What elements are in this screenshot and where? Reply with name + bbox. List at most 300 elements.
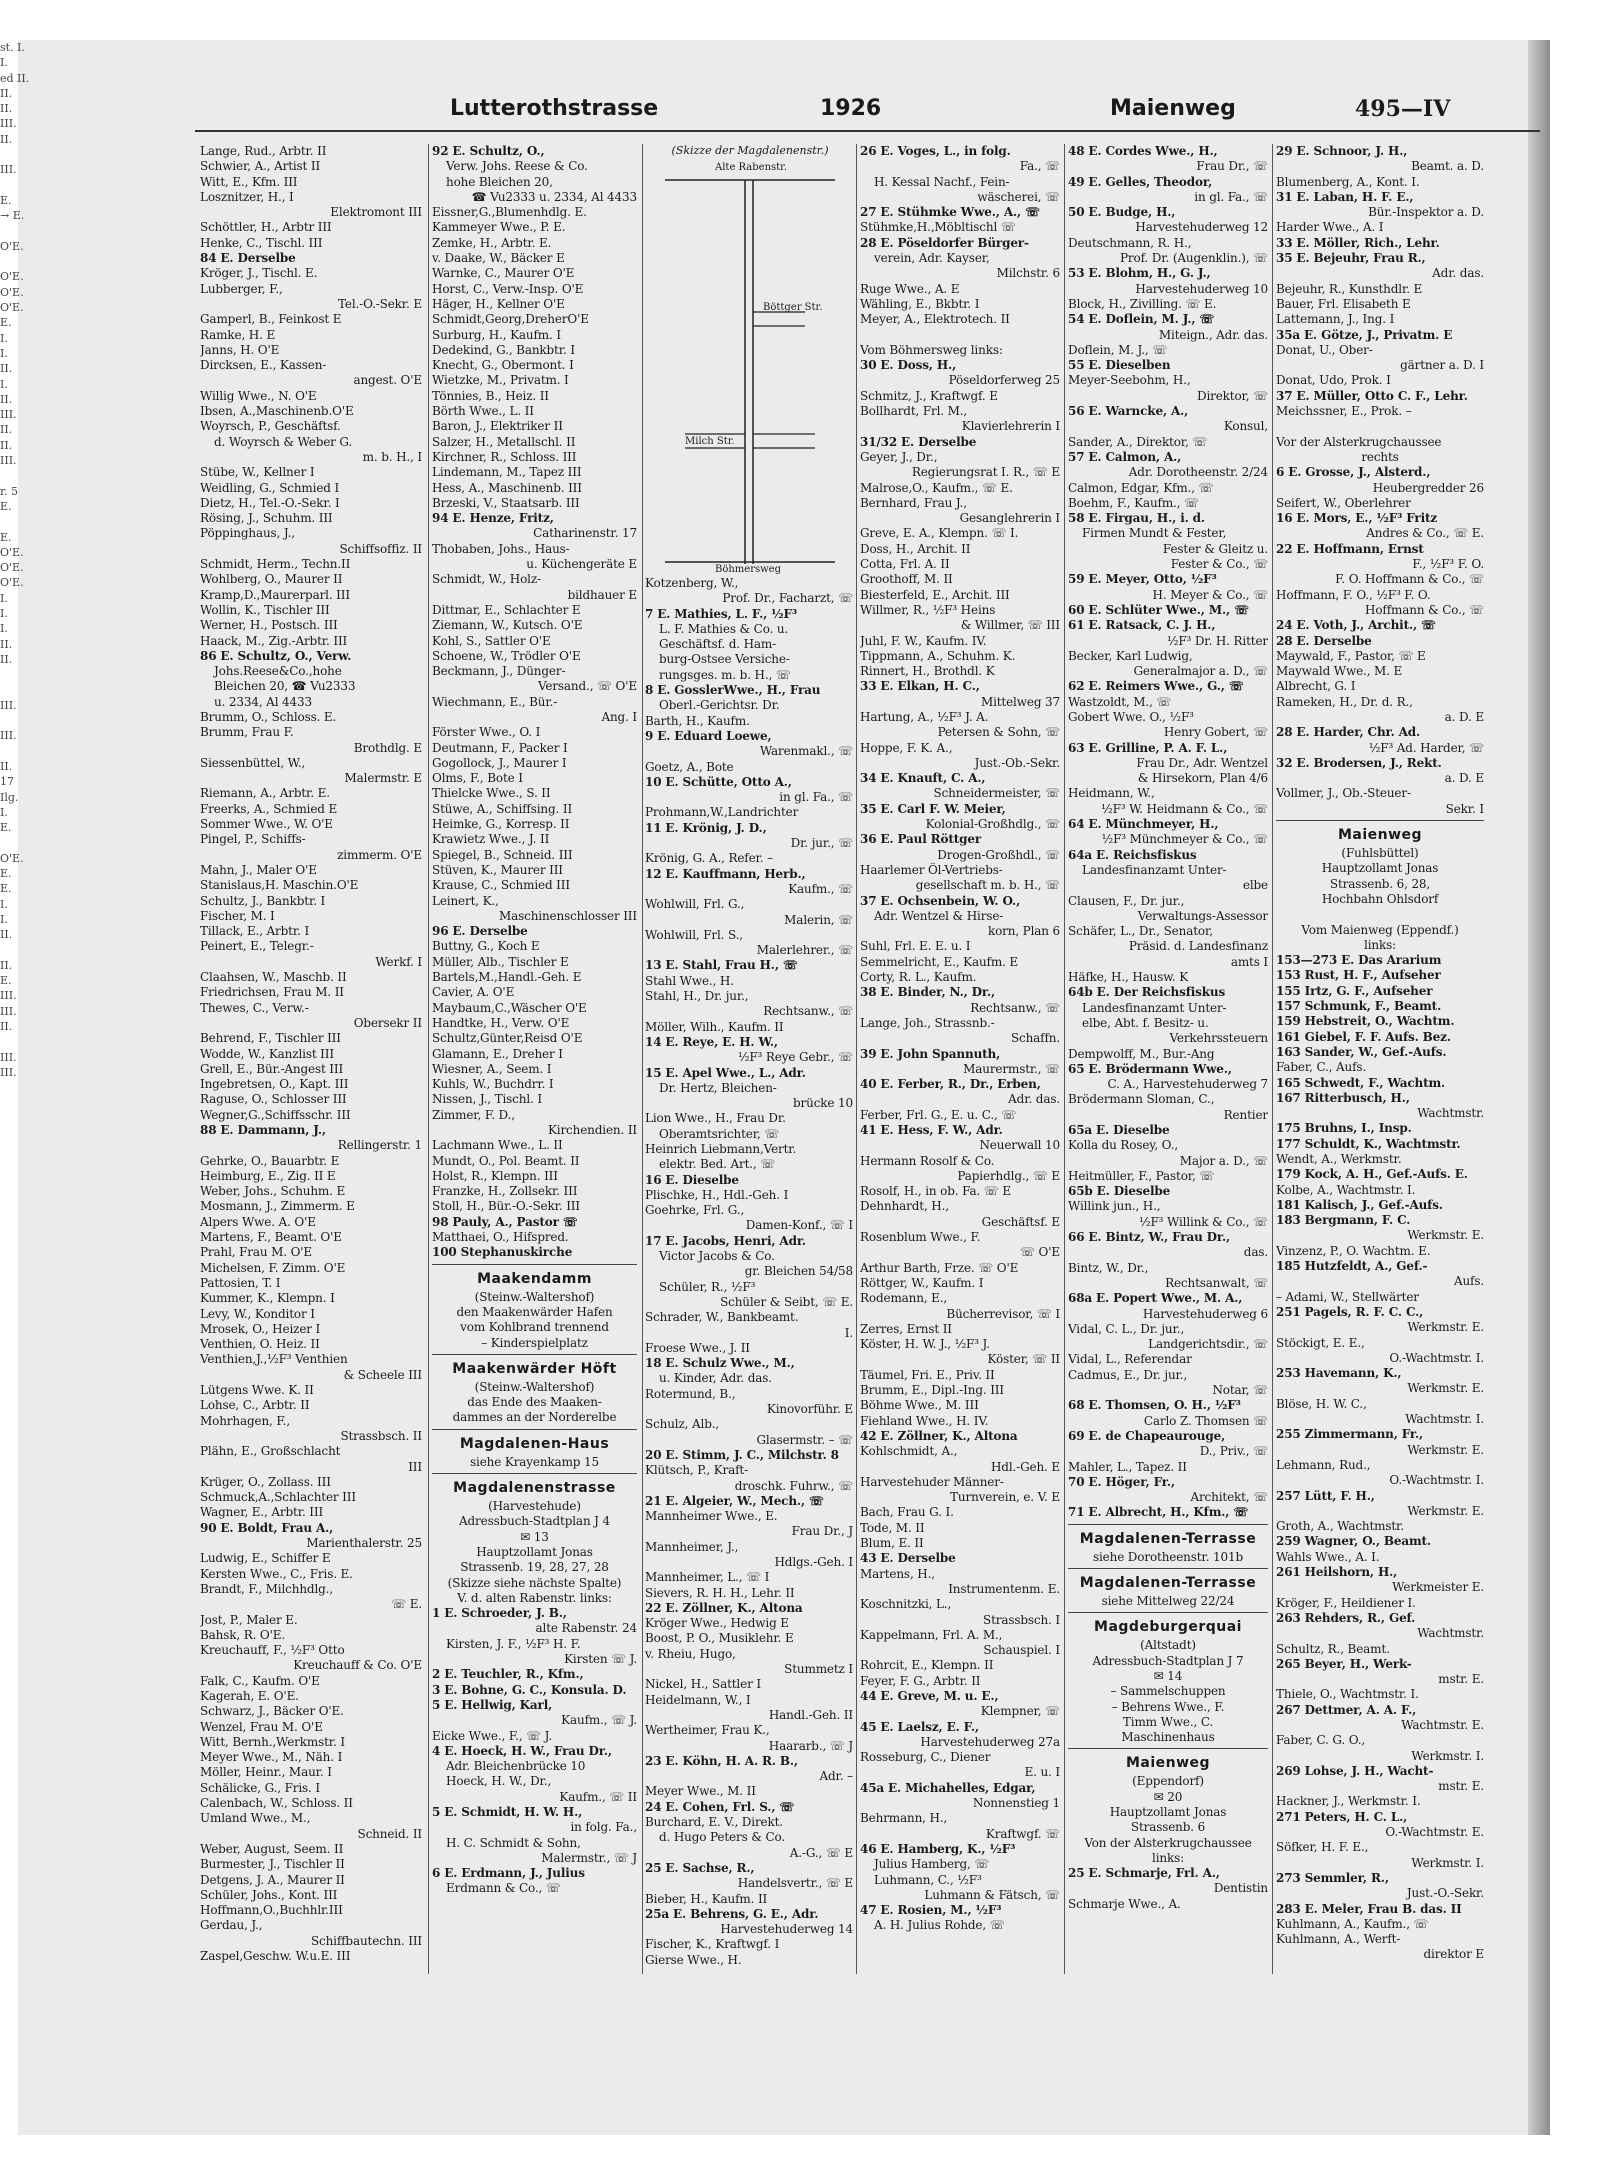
previous-page-fragment — [0, 667, 30, 682]
directory-entry: Wendt, A., Werkmstr. — [1276, 1152, 1402, 1166]
directory-entry: Catharinenstr. 17 — [533, 526, 637, 541]
directory-entry: Mahn, J., Maler O'E — [200, 862, 317, 877]
directory-entry: 94 E. Henze, Fritz, — [432, 511, 554, 526]
directory-entry: 265 Beyer, H., Werk- — [1276, 1656, 1412, 1671]
directory-entry: d. Woyrsch & Weber G. — [214, 434, 353, 449]
directory-entry: Wachtmstr. E. — [1401, 1717, 1484, 1732]
directory-entry: 68a E. Popert Wwe., M. A., — [1068, 1291, 1243, 1306]
directory-entry: Landgerichtsdir., ☏ — [1148, 1337, 1268, 1352]
directory-entry: Sander, A., Direktor, ☏ — [1068, 434, 1208, 449]
directory-entry: Konsul, — [1223, 419, 1268, 434]
directory-entry: Schmarje Wwe., A. — [1068, 1896, 1181, 1911]
directory-entry: Schultz, J., Bankbtr. I — [200, 893, 326, 908]
directory-entry: Wachtmstr. — [1417, 1106, 1484, 1121]
directory-entry: 283 E. Meler, Frau B. das. II — [1276, 1901, 1462, 1916]
directory-entry: Doflein, M. J., ☏ — [1068, 342, 1168, 357]
directory-entry: Willig Wwe., N. O'E — [200, 388, 317, 403]
directory-entry: 5 E. Hellwig, Karl, — [432, 1697, 553, 1712]
directory-entry: Eissner,G.,Blumenhdlg. E. — [432, 205, 587, 220]
directory-entry: Haack, M., Zig.-Arbtr. III — [200, 633, 348, 648]
directory-entry: Gobert Wwe. O., ½F³ — [1068, 709, 1194, 724]
previous-page-fragment: III. — [0, 408, 17, 422]
directory-entry: Söfker, H. F. E., — [1276, 1840, 1369, 1855]
directory-entry: Luhmann & Fätsch, ☏ — [924, 1887, 1060, 1902]
directory-entry: Meyer, A., Elektrotech. II — [860, 312, 1010, 327]
directory-entry: Regierungsrat I. R., ☏ E — [911, 465, 1060, 480]
directory-entry: Martens, H., — [860, 1566, 935, 1581]
directory-entry: Levy, W., Konditor I — [200, 1306, 315, 1321]
directory-entry: Mosmann, J., Zimmerm. E — [200, 1199, 355, 1214]
directory-entry: Beckmann, J., Dünger- — [432, 664, 566, 679]
directory-entry: Lehmann, Rud., — [1276, 1457, 1371, 1472]
directory-entry: 179 Kock, A. H., Gef.-Aufs. E. — [1276, 1167, 1468, 1182]
directory-entry: 21 E. Algeier, W., Mech., ☏ — [645, 1493, 824, 1508]
directory-entry: 27 E. Stühmke Wwe., A., ☏ — [860, 205, 1040, 220]
directory-entry: Henke, C., Tischl. III — [200, 235, 323, 250]
directory-entry: Hoffmann,O.,Buchhlr.III — [200, 1903, 343, 1918]
directory-entry: Notar, ☏ — [1212, 1383, 1268, 1398]
directory-entry: 100 Stephanuskirche — [432, 1245, 573, 1260]
previous-page-fragment: E. — [0, 530, 12, 544]
directory-entry: Calmon, Edgar, Kfm., ☏ — [1068, 480, 1214, 495]
directory-entry: Schmidt, W., Holz- — [432, 572, 541, 587]
directory-entry: Brumm, E., Dipl.-Ing. III — [860, 1383, 1004, 1398]
directory-entry: 22 E. Zöllner, K., Altona — [645, 1600, 803, 1615]
directory-entry: Haarlemer Öl-Vertriebs- — [860, 862, 1003, 877]
directory-entry: Kaufm., ☏ J. — [561, 1713, 637, 1728]
directory-entry: Major a. D., ☏ — [1179, 1153, 1268, 1168]
street-title: Magdalenen-Haus — [459, 1435, 610, 1452]
directory-entry: elbe — [1242, 878, 1268, 893]
directory-entry: Prohmann,W.,Landrichter — [645, 805, 799, 820]
directory-entry: a. D. E — [1444, 771, 1484, 786]
directory-entry: Umland Wwe., M., — [200, 1811, 311, 1826]
directory-entry: Rösing, J., Schuhm. III — [200, 511, 333, 526]
directory-entry: Jost, P., Maler E. — [200, 1612, 298, 1627]
directory-entry: Rosseburg, C., Diener — [860, 1750, 991, 1765]
street-info-line: siehe Mittelweg 22/24 — [1101, 1594, 1235, 1609]
previous-page-fragment: O'E. — [0, 239, 24, 253]
directory-entry: Rinnert, H., Brothdl. K — [860, 664, 995, 679]
directory-entry: Kröger, F., Heildiener I. — [1276, 1595, 1416, 1610]
directory-entry: Lachmann Wwe., L. II — [432, 1138, 563, 1153]
previous-page-fragment: III. — [0, 729, 17, 743]
directory-entry: Kersten Wwe., C., Fris. E. — [200, 1566, 353, 1581]
directory-entry: 159 Hebstreit, O., Wachtm. — [1276, 1014, 1455, 1029]
directory-entry: Lütgens Wwe. K. II — [200, 1383, 314, 1398]
directory-entry: 155 Irtz, G. F., Aufseher — [1276, 983, 1433, 998]
directory-entry: Semmelricht, E., Kaufm. E — [860, 954, 1019, 969]
directory-entry: Krause, C., Schmied III — [432, 878, 570, 893]
directory-entry: Drogen-Großhdl., ☏ — [937, 847, 1060, 862]
directory-entry: 35 E. Bejeuhr, Frau R., — [1276, 251, 1426, 266]
directory-entry: Werkmstr. E. — [1407, 1320, 1484, 1335]
directory-entry: Willmer, R., ½F³ Heins — [860, 602, 996, 617]
directory-entry: Wohlwill, Frl. S., — [645, 927, 743, 942]
directory-entry: Adr. Wentzel & Hirse- — [874, 908, 1004, 923]
directory-entry: Fester & Gleitz u. — [1162, 541, 1268, 556]
column-1 — [200, 144, 422, 2119]
directory-entry: Klütsch, P., Kraft- — [645, 1463, 748, 1478]
directory-entry: Schmitz, J., Kraftwgf. E — [860, 388, 998, 403]
directory-entry: 98 Pauly, A., Pastor ☏ — [432, 1214, 578, 1229]
directory-entry: Kaufm., ☏ — [788, 881, 853, 896]
directory-entry: Kröger Wwe., Hedwig E — [645, 1616, 789, 1631]
directory-entry: hohe Bleichen 20, — [446, 174, 553, 189]
directory-entry: Wohlberg, O., Maurer II — [200, 572, 343, 587]
directory-entry: Werkf. I — [375, 954, 422, 969]
directory-entry: 28 E. Harder, Chr. Ad. — [1276, 725, 1421, 740]
previous-page-edge — [0, 40, 30, 2120]
previous-page-fragment: E. — [0, 882, 12, 896]
directory-entry: Johs.Reese&Co.,hohe — [214, 664, 342, 679]
directory-entry: zimmerm. O'E — [337, 847, 422, 862]
directory-entry: Behrmann, H., — [860, 1811, 948, 1826]
directory-entry: mstr. E. — [1438, 1779, 1484, 1794]
directory-entry: Kolla du Rosey, O., — [1068, 1138, 1178, 1153]
directory-entry: 2 E. Teuchler, R., Kfm., — [432, 1667, 584, 1682]
directory-entry: Siessenbüttel, W., — [200, 755, 306, 770]
directory-entry: Werkmeister E. — [1392, 1580, 1484, 1595]
street-info-line: Hauptzollamt Jonas — [1321, 861, 1439, 876]
directory-entry: Handelsvertr., ☏ E — [737, 1876, 853, 1891]
street-title: Magdeburgerquai — [1094, 1619, 1242, 1636]
street-info-line: (Harvestehude) — [488, 1499, 581, 1514]
directory-entry: Suhl, Frl. E. E. u. I — [860, 939, 971, 954]
column-4 — [860, 144, 1060, 2119]
directory-entry: Grell, E., Bür.-Angest III — [200, 1061, 344, 1076]
directory-entry: Schüler & Seibt, ☏ E. — [720, 1294, 853, 1309]
directory-entry: 4 E. Hoeck, H. W., Frau Dr., — [432, 1743, 612, 1758]
directory-entry: Bieber, H., Kaufm. II — [645, 1891, 768, 1906]
street-info-line: siehe Dorotheenstr. 101b — [1092, 1549, 1244, 1564]
directory-entry: Surburg, H., Kaufm. I — [432, 327, 561, 342]
street-info-line: (Eppendorf) — [1132, 1774, 1204, 1789]
directory-entry: Stahl Wwe., H. — [645, 973, 734, 988]
directory-entry: 183 Bergmann, F. C. — [1276, 1213, 1411, 1228]
directory-entry: Handtke, H., Verw. O'E — [432, 1015, 570, 1030]
directory-entry: Vor der Alsterkrugchaussee — [1276, 434, 1442, 449]
directory-entry: 24 E. Cohen, Frl. S., ☏ — [645, 1799, 795, 1814]
directory-entry: Cotta, Frl. A. II — [860, 557, 950, 572]
directory-entry: Kramp,D.,Maurerparl. III — [200, 587, 350, 602]
previous-page-fragment — [0, 835, 30, 850]
directory-entry: 32 E. Brodersen, J., Rekt. — [1276, 755, 1442, 770]
previous-page-fragment: O'E. — [0, 285, 24, 299]
directory-entry: 3 E. Bohne, G. C., Konsula. D. — [432, 1682, 627, 1697]
directory-entry: III — [408, 1459, 422, 1474]
directory-entry: Greve, E. A., Klempn. ☏ I. — [860, 526, 1019, 541]
directory-entry: Meyer-Seebohm, H., — [1068, 373, 1191, 388]
directory-entry: 177 Schuldt, K., Wachtmstr. — [1276, 1136, 1461, 1151]
directory-entry: Mannheimer, L., ☏ I — [645, 1570, 770, 1585]
directory-entry: O.-Wachtmstr. I. — [1389, 1350, 1484, 1365]
street-info-line: Timm Wwe., C. — [1122, 1714, 1214, 1729]
directory-entry: Versand., ☏ O'E — [537, 679, 637, 694]
directory-entry: Sekr. I — [1445, 801, 1484, 816]
directory-entry: Bauer, Frl. Elisabeth E — [1276, 296, 1411, 311]
directory-entry: Schmidt,Georg,DreherO'E — [432, 312, 589, 327]
directory-entry: 20 E. Stimm, J. C., Milchstr. 8 — [645, 1447, 839, 1462]
directory-entry: Stüven, K., Maurer III — [432, 862, 563, 877]
directory-entry: Bejeuhr, R., Kunsthdlr. E — [1276, 281, 1423, 296]
directory-entry: 54 E. Doflein, M. J., ☏ — [1068, 312, 1215, 327]
directory-entry: Venthien, O. Heiz. II — [200, 1337, 320, 1352]
directory-entry: Dedekind, G., Bankbtr. I — [432, 342, 575, 357]
directory-entry: Brzeski, V., Staatsarb. III — [432, 495, 580, 510]
directory-entry: Stummetz I — [784, 1662, 853, 1677]
directory-entry: Froese Wwe., J. II — [645, 1340, 750, 1355]
directory-entry: Kummer, K., Klempn. I — [200, 1291, 335, 1306]
directory-entry: Brödermann Sloman, C., — [1068, 1092, 1215, 1107]
directory-entry: Deutmann, F., Packer I — [432, 740, 568, 755]
directory-entry: Malrose,O., Kaufm., ☏ E. — [860, 480, 1013, 495]
directory-entry: Meyer Wwe., M. II — [645, 1784, 756, 1799]
directory-entry: Mittelweg 37 — [980, 694, 1060, 709]
street-info-line: Strassenb. 6, 28, — [1329, 876, 1431, 891]
directory-entry: Dr. Hertz, Bleichen- — [659, 1080, 777, 1095]
directory-entry: Ruge Wwe., A. E — [860, 281, 960, 296]
directory-entry — [1276, 419, 1484, 434]
directory-entry: Stüwe, A., Schiffsing. II — [432, 801, 573, 816]
directory-entry: Kuhls, W., Buchdrr. I — [432, 1077, 554, 1092]
directory-entry: 25 E. Sachse, R., — [645, 1860, 755, 1875]
directory-entry: Zemke, H., Arbtr. E. — [432, 235, 552, 250]
directory-entry: Thielcke Wwe., S. II — [432, 786, 551, 801]
previous-page-fragment: I. — [0, 331, 8, 345]
directory-entry: 69 E. de Chapeaurouge, — [1068, 1428, 1226, 1443]
directory-entry: Werkmstr. E. — [1407, 1381, 1484, 1396]
street-title: Maakenwärder Höft — [452, 1360, 617, 1377]
directory-entry: Kirchner, R., Schloss. III — [432, 449, 577, 464]
directory-entry: Nissen, J., Tischl. I — [432, 1092, 542, 1107]
directory-entry: 47 E. Rosien, M., ½F³ — [860, 1903, 1002, 1918]
directory-entry: Gierse Wwe., H. — [645, 1952, 742, 1967]
directory-entry: Brandt, F., Milchhdlg., — [200, 1581, 333, 1596]
directory-entry: Wiesner, A., Seem. I — [432, 1061, 552, 1076]
column-3 — [645, 576, 853, 2116]
directory-entry: Täumel, Fri. E., Priv. II — [860, 1367, 995, 1382]
directory-entry: Weidling, G., Schmied I — [200, 480, 340, 495]
directory-entry: A.-G., ☏ E — [789, 1845, 853, 1860]
directory-entry: Biesterfeld, E., Archit. III — [860, 587, 1010, 602]
previous-page-fragment: I. — [0, 912, 8, 926]
directory-entry: 92 E. Schultz, O., — [432, 144, 545, 158]
directory-entry: Neuerwall 10 — [979, 1138, 1060, 1153]
directory-entry: 6 E. Grosse, J., Alsterd., — [1276, 465, 1431, 480]
directory-entry: Schwier, A., Artist II — [200, 159, 321, 174]
street-heading-block — [432, 1354, 637, 1426]
previous-page-fragment: III. — [0, 1065, 17, 1079]
directory-entry: 269 Lohse, J. H., Wacht- — [1276, 1763, 1434, 1778]
directory-entry: Thiele, O., Wachtmstr. I. — [1276, 1687, 1419, 1702]
directory-entry: Vollmer, J., Ob.-Steuer- — [1276, 786, 1411, 801]
directory-entry: Wähling, E., Bkbtr. I — [860, 296, 980, 311]
directory-entry: 71 E. Albrecht, H., Kfm., ☏ — [1068, 1505, 1249, 1520]
directory-entry: Rechtsanw., ☏ — [970, 1000, 1060, 1015]
directory-entry: Burchard, E. V., Direkt. — [645, 1815, 783, 1830]
directory-entry: Schälicke, G., Fris. I — [200, 1780, 320, 1795]
directory-entry: Schüler, R., ½F³ — [659, 1279, 756, 1294]
directory-entry: alte Rabenstr. 24 — [535, 1621, 637, 1636]
column-divider — [642, 144, 643, 1974]
previous-page-fragment: II. — [0, 362, 13, 376]
directory-entry: Geschäftsf. d. Ham- — [659, 637, 777, 652]
column-divider — [856, 144, 857, 1974]
directory-entry: Verkehrssteuern — [1169, 1031, 1268, 1046]
directory-entry: wäscherei, ☏ — [977, 189, 1060, 204]
page-number: 495—IV — [1355, 96, 1451, 122]
previous-page-fragment: r. 5 — [0, 484, 19, 498]
directory-entry: Müller, Alb., Tischler E — [432, 954, 569, 969]
directory-entry: Kreuchauff & Co. O'E — [293, 1658, 422, 1673]
directory-entry: 49 E. Gelles, Theodor, — [1068, 174, 1213, 189]
directory-entry: Knecht, G., Obermont. I — [432, 358, 574, 373]
directory-entry: A. H. Julius Rohde, ☏ — [874, 1918, 1005, 1933]
street-info-line: (Steinw.-Waltershof) — [474, 1289, 595, 1304]
directory-entry: Fischer, K., Kraftwgf. I — [645, 1937, 780, 1952]
street-heading-block — [432, 1429, 637, 1470]
previous-page-fragment: E. — [0, 821, 12, 835]
street-title: Maakendamm — [477, 1270, 592, 1287]
directory-entry: Carlo Z. Thomsen ☏ — [1143, 1413, 1268, 1428]
directory-entry: Kaufm., ☏ II — [559, 1789, 637, 1804]
directory-entry: Hdlgs.-Geh. I — [774, 1555, 853, 1569]
directory-entry: 57 E. Calmon, A., — [1068, 449, 1182, 464]
directory-entry: Hoppe, F. K. A., — [860, 740, 953, 755]
directory-entry: Witt, Bernh.,Werkmstr. I — [200, 1734, 345, 1749]
directory-entry: Harvestehuderweg 12 — [1135, 220, 1268, 235]
directory-entry: Maschinenschlosser III — [498, 908, 637, 923]
directory-entry: Werkmstr. I. — [1411, 1748, 1484, 1763]
directory-entry: Verwaltungs-Assessor — [1137, 908, 1268, 923]
directory-entry: Clausen, F., Dr. jur., — [1068, 893, 1185, 908]
binding-shadow — [1528, 40, 1550, 2135]
directory-entry: 44 E. Greve, M. u. E., — [860, 1688, 999, 1703]
street-title: Magdalenenstrasse — [453, 1480, 616, 1497]
directory-entry: Bücherrevisor, ☏ I — [946, 1306, 1060, 1321]
directory-entry: verein, Adr. Kayser, — [874, 251, 990, 266]
directory-entry: amts I — [1230, 954, 1268, 969]
directory-entry: ☏ O'E — [1020, 1245, 1060, 1260]
directory-entry: Schmidt, Herm., Techn.II — [200, 557, 351, 572]
directory-entry: Glamann, E., Dreher I — [432, 1046, 563, 1061]
directory-entry: Pingel, P., Schiffs- — [200, 832, 306, 847]
previous-page-fragment: II. — [0, 928, 13, 942]
directory-entry: Frau Dr., Adr. Wentzel — [1136, 755, 1268, 770]
street-info-line: Strassenb. 19, 28, 27, 28 — [460, 1560, 609, 1575]
directory-entry: Werkmstr. E. — [1407, 1228, 1484, 1243]
directory-entry: Kohl, S., Sattler O'E — [432, 633, 551, 648]
street-info-line: den Maakenwärder Hafen — [456, 1304, 613, 1319]
directory-entry: 6 E. Erdmann, J., Julius — [432, 1866, 585, 1881]
directory-entry: Hoffmann & Co., ☏ — [1365, 602, 1484, 617]
directory-entry: Kreuchauff, F., ½F³ Otto — [200, 1643, 345, 1658]
directory-entry: v. Daake, W., Bäcker E — [432, 251, 565, 266]
directory-entry: Wachtmstr. I. — [1405, 1412, 1484, 1427]
directory-entry: Becker, Karl Ludwig, — [1068, 648, 1193, 663]
directory-entry: Pöppinghaus, J., — [200, 526, 295, 541]
previous-page-fragment — [0, 1034, 30, 1049]
directory-entry: Calenbach, W., Schloss. II — [200, 1796, 353, 1811]
directory-entry: Krawietz Wwe., J. II — [432, 832, 550, 847]
directory-entry: 22 E. Hoffmann, Ernst — [1276, 541, 1424, 556]
directory-entry: Köster, H. W. J., ½F³ J. — [860, 1337, 990, 1352]
directory-entry: Luhmann, C., ½F³ — [874, 1872, 982, 1887]
previous-page-fragment: E. — [0, 974, 12, 988]
directory-entry: 157 Schmunk, F., Beamt. — [1276, 999, 1442, 1014]
directory-entry: u. 2334, Al 4433 — [214, 694, 312, 709]
directory-entry: Baron, J., Elektriker II — [432, 419, 563, 434]
directory-entry: Ferber, Frl. G., E. u. C., ☏ — [860, 1107, 1017, 1122]
sketch-drawing — [645, 144, 855, 574]
street-info-line: links: — [1364, 937, 1396, 952]
directory-entry: F., ½F³ F. O. — [1412, 557, 1484, 572]
directory-entry: 40 E. Ferber, R., Dr., Erben, — [860, 1077, 1041, 1092]
directory-entry: Aufs. — [1453, 1274, 1484, 1289]
directory-entry: Seifert, W., Oberlehrer — [1276, 495, 1411, 510]
previous-page-fragment: I. — [0, 377, 8, 391]
street-title: Maienweg — [1125, 1755, 1211, 1772]
directory-entry: Rodemann, E., — [860, 1291, 948, 1306]
directory-entry: Kröger, J., Tischl. E. — [200, 266, 318, 281]
directory-entry: Behrend, F., Tischler III — [200, 1031, 341, 1046]
directory-entry: Werkmstr. E. — [1407, 1442, 1484, 1457]
directory-entry: 35a E. Götze, J., Privatm. E — [1276, 327, 1453, 342]
directory-entry: Bahsk, R. O'E. — [200, 1627, 286, 1642]
street-info-line: Von der Alsterkrugchaussee — [1084, 1835, 1252, 1850]
directory-entry: Harvestehuder Männer- — [860, 1474, 1004, 1489]
directory-entry: Mannheimer, J., — [645, 1539, 739, 1554]
directory-entry: 84 E. Derselbe — [200, 251, 296, 266]
previous-page-fragment: III. — [0, 989, 17, 1003]
directory-entry: Hess, A., Maschinenb. III — [432, 480, 582, 495]
street-info-line: ✉ 13 — [520, 1529, 549, 1544]
directory-entry: 35 E. Carl F. W. Meier, — [860, 801, 1006, 816]
directory-entry: 167 Ritterbusch, H., — [1276, 1090, 1410, 1105]
previous-page-fragment — [0, 147, 30, 162]
street-info-line: Vom Maienweg (Eppendf.) — [1301, 922, 1459, 937]
previous-page-fragment: I. — [0, 897, 8, 911]
directory-entry: Kirchendien. II — [547, 1123, 637, 1137]
directory-entry: Burmester, J., Tischler II — [200, 1857, 345, 1872]
directory-entry: rungsges. m. b. H., ☏ — [659, 667, 791, 682]
directory-entry: 163 Sander, W., Gef.-Aufs. — [1276, 1044, 1447, 1059]
directory-entry: Lion Wwe., H., Frau Dr. — [645, 1111, 786, 1126]
directory-entry: Geyer, J., Dr., — [860, 449, 938, 464]
street-info-line: Strassenb. 6 — [1130, 1820, 1206, 1835]
directory-entry: Plähn, E., Großschlacht — [200, 1444, 341, 1459]
street-info-line: V. d. alten Rabenstr. links: — [457, 1590, 612, 1605]
directory-entry: 259 Wagner, O., Beamt. — [1276, 1534, 1431, 1549]
directory-entry: Meyer Wwe., M., Näh. I — [200, 1750, 343, 1765]
previous-page-fragment: st. I. — [0, 41, 25, 54]
directory-entry: Vidal, C. L., Dr. jur., — [1068, 1321, 1185, 1336]
directory-entry: Stanislaus,H. Maschin.O'E — [200, 878, 359, 893]
directory-entry: korn, Plan 6 — [987, 924, 1060, 939]
street-label: Böttger Str. — [763, 302, 823, 313]
directory-entry: Buttny, G., Koch E — [432, 939, 540, 954]
directory-entry: Brothdlg. E — [353, 740, 422, 755]
street-info-line: Maschinenhaus — [1121, 1730, 1215, 1745]
directory-entry: Thobaben, Johs., Haus- — [432, 541, 570, 556]
directory-entry: Wegner,G.,Schiffsschr. III — [200, 1107, 351, 1122]
directory-entry: m. b. H., I — [362, 449, 422, 464]
directory-entry: 46 E. Hamberg, K., ½F³ — [860, 1841, 1016, 1856]
directory-entry: Wenzel, Frau M. O'E — [200, 1719, 323, 1734]
directory-entry: Friedrichsen, Frau M. II — [200, 985, 344, 1000]
street-info-line: dammes an der Norderelbe — [452, 1410, 617, 1425]
